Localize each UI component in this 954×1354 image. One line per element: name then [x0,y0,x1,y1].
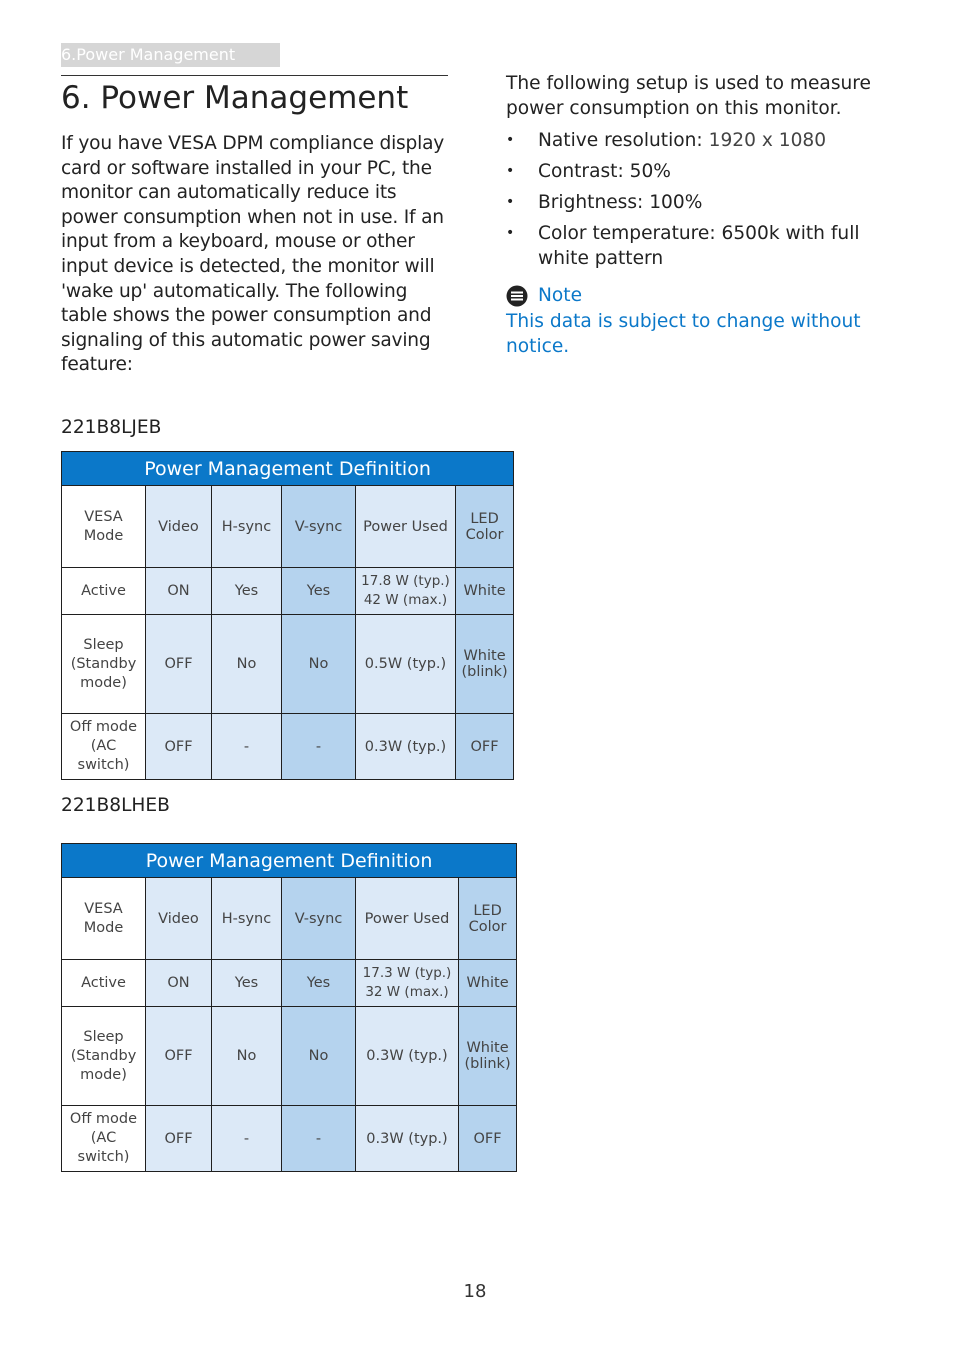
cell-video: ON [146,568,212,615]
cell-line: switch) [77,1149,130,1165]
cell-line: LED [473,902,502,919]
cell-line: Color [468,918,507,935]
cell-line: (Standby [70,1047,137,1064]
table-row [62,1007,517,1106]
cell-line: Off mode [69,719,138,735]
cell-line: (blink) [461,664,508,680]
cell-line: Sleep [83,1028,124,1045]
cell-video: OFF [146,1106,212,1172]
cell-line: VESA [84,900,123,917]
table-row [62,615,514,714]
setup-value: 1920 x 1080 [708,130,827,151]
header-video: Video [146,486,212,568]
cell-power [356,960,459,1007]
cell-hsync: - [212,714,282,780]
cell-line: 42 W (max.) [363,592,448,608]
cell-line: OFF [470,738,499,755]
cell-line: White [463,583,506,599]
cell-led [459,960,517,1007]
cell-line: switch) [77,757,130,773]
cell-line: 32 W (max.) [365,984,449,1000]
header-led [456,486,514,568]
cell-line: 0.3W (typ.) [364,738,447,755]
cell-line: 0.3W (typ.) [366,1048,448,1064]
page-number: 18 [463,1281,487,1302]
cell-line: Off mode [69,1111,138,1127]
header-mode [62,878,146,960]
table-header-row [62,486,514,568]
cell-power [356,568,456,615]
cell-line: OFF [473,1130,502,1147]
cell-line: 17.8 W (typ.) [361,573,450,589]
header-hsync: H-sync [212,878,282,960]
cell-line: Sleep [83,636,124,653]
cell-vsync: No [282,615,356,714]
cell-mode [62,960,146,1007]
header-vsync: V-sync [282,486,356,568]
cell-led [456,568,514,615]
cell-mode [62,615,146,714]
cell-vsync: Yes [282,960,356,1007]
power-table-221b8ljeb [61,451,514,780]
cell-power [356,1007,459,1106]
cell-line: Mode [83,527,124,544]
cell-video: ON [146,960,212,1007]
section-header-tab: 6.Power Management [61,43,280,67]
cell-power [356,714,456,780]
table-title: Power Management Definition [62,844,517,878]
cell-led [456,615,514,714]
setup-label: Native resolution: [538,130,709,151]
header-power: Power Used [356,878,459,960]
cell-line: White [466,1040,509,1056]
cell-line: Color [465,526,504,543]
cell-power [356,615,456,714]
note-heading [506,284,582,308]
header-led [459,878,517,960]
table-header-row [62,878,517,960]
intro-paragraph: If you have VESA DPM compliance display card or software installed in your PC, the monitor can automatically reduce its power consumption when not in use. If an input from a keyboard, mouse or other input device is detected, the monitor will 'wake up' automatically. The following table shows the power consumption and signaling of this automatic power saving feature: [61,133,445,376]
cell-video: OFF [146,1007,212,1106]
cell-line: White [466,975,509,991]
table-row [62,960,517,1007]
cell-line: Active [81,974,126,991]
cell-power [356,1106,459,1172]
cell-led [459,1106,517,1172]
cell-hsync: No [212,1007,282,1106]
model-label-2: 221B8LHEB [61,795,170,816]
cell-hsync: - [212,1106,282,1172]
table-row [62,714,514,780]
header-power: Power Used [356,486,456,568]
cell-line: (AC [90,738,117,754]
model-label-1: 221B8LJEB [61,417,162,438]
bullet: • [506,163,515,179]
note-text: This data is subject to change without notice. [506,311,861,357]
cell-hsync: No [212,615,282,714]
setup-label: Color temperature: 6500k with full white pattern [538,223,860,269]
cell-hsync: Yes [212,568,282,615]
setup-list [506,128,906,277]
cell-mode [62,1106,146,1172]
note-icon [506,285,528,307]
cell-video: OFF [146,714,212,780]
cell-vsync: Yes [282,568,356,615]
title-rule [61,75,448,76]
note-label: Note [538,285,583,306]
setup-label: Contrast: 50% [538,161,671,182]
cell-line: (blink) [464,1056,511,1072]
cell-line: Mode [83,919,124,936]
cell-line: 0.5W (typ.) [364,656,447,672]
header-mode [62,486,146,568]
cell-line: Active [81,582,126,599]
cell-line: mode) [80,674,127,691]
table-title: Power Management Definition [62,452,514,486]
cell-line: White [463,648,506,664]
page-title: 6. Power Management [61,80,409,116]
setup-item-brightness [506,190,906,215]
header-vsync: V-sync [282,878,356,960]
cell-line: 0.3W (typ.) [366,1130,448,1147]
header-video: Video [146,878,212,960]
setup-item-resolution [506,128,906,153]
bullet: • [506,194,515,210]
cell-led [459,1007,517,1106]
cell-video: OFF [146,615,212,714]
cell-line: (Standby [70,655,137,672]
cell-led [456,714,514,780]
bullet: • [506,132,515,148]
cell-vsync: - [282,714,356,780]
setup-intro: The following setup is used to measure power consumption on this monitor. [506,73,871,119]
cell-line: 17.3 W (typ.) [362,965,452,981]
cell-line: (AC [90,1130,117,1146]
table-row [62,568,514,615]
cell-line: LED [470,510,499,527]
cell-mode [62,568,146,615]
cell-mode [62,714,146,780]
header-hsync: H-sync [212,486,282,568]
cell-hsync: Yes [212,960,282,1007]
cell-line: mode) [80,1066,127,1083]
table-row [62,1106,517,1172]
cell-line: VESA [84,508,123,525]
cell-vsync: - [282,1106,356,1172]
cell-mode [62,1007,146,1106]
power-table-221b8lheb [61,843,517,1172]
setup-item-color-temperature [506,221,906,271]
bullet: • [506,225,515,241]
setup-label: Brightness: 100% [538,192,703,213]
cell-vsync: No [282,1007,356,1106]
setup-item-contrast [506,159,906,184]
